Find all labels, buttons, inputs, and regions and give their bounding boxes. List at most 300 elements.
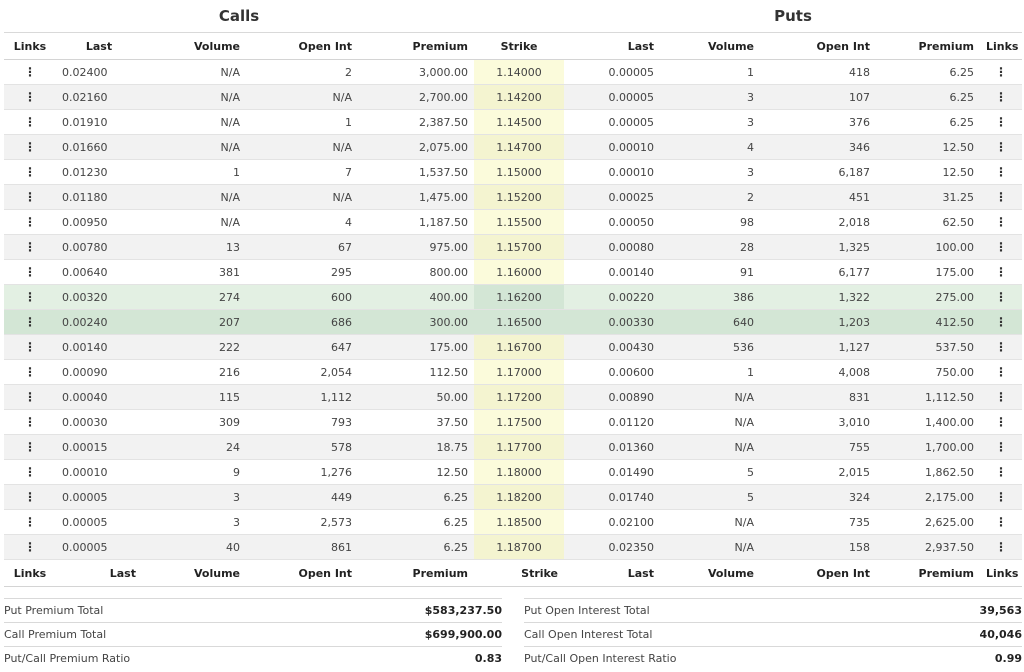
call-links-cell [4,535,56,560]
vertical-dots-icon[interactable]: ⋮ [24,164,36,179]
put-open-int-cell: 3,010 [760,410,876,435]
vertical-dots-icon[interactable]: ⋮ [995,364,1007,379]
strike-cell: 1.14200 [474,85,564,110]
call-links-cell [4,435,56,460]
open-interest-summary [524,598,1022,670]
call-last-cell: 0.01180 [56,185,142,210]
strike-cell: 1.14000 [474,60,564,85]
put-links-cell [980,160,1022,185]
put-last-cell: 0.00010 [564,135,660,160]
vertical-dots-icon[interactable]: ⋮ [24,289,36,304]
table-row [4,185,1022,210]
put-links-cell [980,435,1022,460]
calls-last-footer: Last [56,560,142,587]
puts-volume-header[interactable]: Volume [660,33,760,60]
put-volume-cell: 5 [660,485,760,510]
vertical-dots-icon[interactable]: ⋮ [24,339,36,354]
put-last-cell: 0.00005 [564,110,660,135]
vertical-dots-icon[interactable]: ⋮ [24,414,36,429]
call-open-int-cell: 2,054 [246,360,358,385]
vertical-dots-icon[interactable]: ⋮ [995,164,1007,179]
summary-row [524,622,1022,646]
call-volume-cell: 381 [142,260,246,285]
put-open-int-cell: 4,008 [760,360,876,385]
vertical-dots-icon[interactable]: ⋮ [995,289,1007,304]
put-last-cell: 0.02350 [564,535,660,560]
put-premium-cell: 2,175.00 [876,485,980,510]
column-header-row [4,33,1022,60]
put-last-cell: 0.01120 [564,410,660,435]
vertical-dots-icon[interactable]: ⋮ [24,89,36,104]
call-volume-cell: 9 [142,460,246,485]
put-open-int-cell: 2,018 [760,210,876,235]
put-open-int-cell: 376 [760,110,876,135]
call-open-int-cell: 578 [246,435,358,460]
call-last-cell: 0.00005 [56,510,142,535]
table-row [4,360,1022,385]
call-open-int-cell: 861 [246,535,358,560]
call-links-cell [4,60,56,85]
call-links-cell [4,385,56,410]
call-volume-cell: 13 [142,235,246,260]
call-volume-cell: 207 [142,310,246,335]
put-premium-cell: 1,700.00 [876,435,980,460]
call-open-interest-total-label: Call Open Interest Total [524,628,653,641]
call-premium-cell: 400.00 [358,285,474,310]
put-volume-cell: N/A [660,535,760,560]
strike-cell: 1.15700 [474,235,564,260]
put-links-cell [980,335,1022,360]
vertical-dots-icon[interactable]: ⋮ [995,314,1007,329]
put-open-int-cell: 158 [760,535,876,560]
vertical-dots-icon[interactable]: ⋮ [995,214,1007,229]
put-last-cell: 0.02100 [564,510,660,535]
table-row [4,285,1022,310]
put-open-int-cell: 735 [760,510,876,535]
vertical-dots-icon[interactable]: ⋮ [995,89,1007,104]
vertical-dots-icon[interactable]: ⋮ [995,139,1007,154]
call-links-cell [4,360,56,385]
call-volume-cell: N/A [142,85,246,110]
call-open-int-cell: 2 [246,60,358,85]
strike-cell: 1.18500 [474,510,564,535]
calls-premium-header[interactable]: Premium [358,33,474,60]
vertical-dots-icon[interactable]: ⋮ [24,64,36,79]
call-premium-total-value: $699,900.00 [424,628,502,641]
calls-premium-footer: Premium [358,560,474,587]
table-row [4,510,1022,535]
table-row [4,435,1022,460]
vertical-dots-icon[interactable]: ⋮ [995,539,1007,554]
put-last-cell: 0.00005 [564,60,660,85]
put-volume-cell: 28 [660,235,760,260]
vertical-dots-icon[interactable]: ⋮ [995,264,1007,279]
call-premium-cell: 1,475.00 [358,185,474,210]
call-last-cell: 0.01230 [56,160,142,185]
vertical-dots-icon[interactable]: ⋮ [995,239,1007,254]
call-premium-cell: 6.25 [358,535,474,560]
put-volume-cell: 98 [660,210,760,235]
put-volume-cell: 3 [660,110,760,135]
puts-premium-header[interactable]: Premium [876,33,980,60]
strike-cell: 1.16200 [474,285,564,310]
puts-volume-footer: Volume [660,560,760,587]
call-last-cell: 0.00640 [56,260,142,285]
call-volume-cell: 274 [142,285,246,310]
strike-cell: 1.15200 [474,185,564,210]
put-volume-cell: 2 [660,185,760,210]
table-row [4,460,1022,485]
call-premium-cell: 6.25 [358,485,474,510]
put-open-int-cell: 755 [760,435,876,460]
call-last-cell: 0.00950 [56,210,142,235]
vertical-dots-icon[interactable]: ⋮ [24,314,36,329]
put-open-int-cell: 107 [760,85,876,110]
put-premium-cell: 537.50 [876,335,980,360]
put-links-cell [980,60,1022,85]
vertical-dots-icon[interactable]: ⋮ [24,439,36,454]
vertical-dots-icon[interactable]: ⋮ [995,389,1007,404]
call-premium-cell: 300.00 [358,310,474,335]
vertical-dots-icon[interactable]: ⋮ [995,114,1007,129]
calls-open-int-footer: Open Int [246,560,358,587]
call-premium-cell: 6.25 [358,510,474,535]
table-row [4,85,1022,110]
vertical-dots-icon[interactable]: ⋮ [24,239,36,254]
put-volume-cell: N/A [660,435,760,460]
put-open-interest-total-label: Put Open Interest Total [524,604,650,617]
put-volume-cell: 386 [660,285,760,310]
call-open-int-cell: 1 [246,110,358,135]
call-premium-cell: 800.00 [358,260,474,285]
put-premium-cell: 62.50 [876,210,980,235]
call-open-int-cell: 600 [246,285,358,310]
call-volume-cell: 216 [142,360,246,385]
put-call-open-interest-ratio-value: 0.99 [994,652,1022,665]
put-links-cell [980,210,1022,235]
call-volume-cell: 309 [142,410,246,435]
vertical-dots-icon[interactable]: ⋮ [24,364,36,379]
puts-open-int-header[interactable]: Open Int [760,33,876,60]
put-open-int-cell: 6,187 [760,160,876,185]
put-links-cell [980,485,1022,510]
vertical-dots-icon[interactable]: ⋮ [24,514,36,529]
strike-cell: 1.16000 [474,260,564,285]
call-premium-cell: 3,000.00 [358,60,474,85]
strike-cell: 1.16700 [474,335,564,360]
call-links-cell [4,235,56,260]
call-last-cell: 0.01910 [56,110,142,135]
put-last-cell: 0.01740 [564,485,660,510]
call-links-cell [4,210,56,235]
call-links-cell [4,510,56,535]
table-row [4,410,1022,435]
summary-row [4,646,502,670]
call-premium-cell: 175.00 [358,335,474,360]
vertical-dots-icon[interactable]: ⋮ [24,389,36,404]
strike-header[interactable]: Strike [474,33,564,60]
put-links-cell [980,385,1022,410]
puts-links-header: Links [980,33,1022,60]
call-volume-cell: 1 [142,160,246,185]
options-chain-body [4,60,1022,560]
call-last-cell: 0.00240 [56,310,142,335]
puts-open-int-footer: Open Int [760,560,876,587]
put-links-cell [980,360,1022,385]
vertical-dots-icon[interactable]: ⋮ [995,414,1007,429]
put-premium-cell: 1,862.50 [876,460,980,485]
strike-cell: 1.17200 [474,385,564,410]
table-row [4,160,1022,185]
put-volume-cell: 3 [660,85,760,110]
call-premium-cell: 1,187.50 [358,210,474,235]
call-links-cell [4,410,56,435]
put-open-int-cell: 2,015 [760,460,876,485]
vertical-dots-icon[interactable]: ⋮ [995,489,1007,504]
call-open-int-cell: N/A [246,185,358,210]
puts-last-footer: Last [564,560,660,587]
call-volume-cell: N/A [142,135,246,160]
call-links-cell [4,85,56,110]
calls-last-header[interactable]: Last [56,33,142,60]
put-last-cell: 0.00220 [564,285,660,310]
put-volume-cell: 536 [660,335,760,360]
put-links-cell [980,235,1022,260]
vertical-dots-icon[interactable]: ⋮ [995,514,1007,529]
strike-cell: 1.14700 [474,135,564,160]
table-row [4,110,1022,135]
call-volume-cell: 222 [142,335,246,360]
put-last-cell: 0.00080 [564,235,660,260]
strike-cell: 1.17000 [474,360,564,385]
call-volume-cell: N/A [142,210,246,235]
put-open-int-cell: 6,177 [760,260,876,285]
put-links-cell [980,410,1022,435]
put-open-int-cell: 1,127 [760,335,876,360]
table-row [4,485,1022,510]
put-last-cell: 0.01360 [564,435,660,460]
call-volume-cell: 3 [142,510,246,535]
put-volume-cell: 91 [660,260,760,285]
vertical-dots-icon[interactable]: ⋮ [24,139,36,154]
table-row [4,310,1022,335]
put-volume-cell: 1 [660,60,760,85]
put-links-cell [980,510,1022,535]
call-links-cell [4,160,56,185]
put-premium-cell: 12.50 [876,135,980,160]
puts-links-footer: Links [980,560,1022,587]
calls-links-footer: Links [4,560,56,587]
call-links-cell [4,310,56,335]
put-premium-cell: 6.25 [876,60,980,85]
put-premium-cell: 100.00 [876,235,980,260]
call-links-cell [4,460,56,485]
put-links-cell [980,185,1022,210]
put-links-cell [980,460,1022,485]
put-premium-cell: 6.25 [876,85,980,110]
vertical-dots-icon[interactable]: ⋮ [995,464,1007,479]
call-volume-cell: N/A [142,60,246,85]
options-chain-table [4,0,1022,587]
call-open-int-cell: 1,112 [246,385,358,410]
put-last-cell: 0.00025 [564,185,660,210]
put-open-int-cell: 831 [760,385,876,410]
vertical-dots-icon[interactable]: ⋮ [24,214,36,229]
put-open-interest-total-value: 39,563 [979,604,1022,617]
calls-volume-header[interactable]: Volume [142,33,246,60]
strike-cell: 1.16500 [474,310,564,335]
call-premium-cell: 112.50 [358,360,474,385]
put-links-cell [980,135,1022,160]
put-links-cell [980,110,1022,135]
put-last-cell: 0.00140 [564,260,660,285]
summary-row [524,646,1022,670]
vertical-dots-icon[interactable]: ⋮ [24,539,36,554]
vertical-dots-icon[interactable]: ⋮ [995,339,1007,354]
vertical-dots-icon[interactable]: ⋮ [24,189,36,204]
call-open-int-cell: 793 [246,410,358,435]
call-last-cell: 0.00010 [56,460,142,485]
put-last-cell: 0.00330 [564,310,660,335]
call-last-cell: 0.00005 [56,535,142,560]
put-premium-cell: 275.00 [876,285,980,310]
puts-premium-footer: Premium [876,560,980,587]
vertical-dots-icon[interactable]: ⋮ [24,464,36,479]
strike-cell: 1.15500 [474,210,564,235]
vertical-dots-icon[interactable]: ⋮ [24,489,36,504]
put-call-open-interest-ratio-label: Put/Call Open Interest Ratio [524,652,677,665]
strike-footer: Strike [474,560,564,587]
call-open-int-cell: N/A [246,135,358,160]
put-last-cell: 0.00600 [564,360,660,385]
put-call-premium-ratio-value: 0.83 [474,652,502,665]
put-volume-cell: 640 [660,310,760,335]
put-open-int-cell: 1,325 [760,235,876,260]
call-open-int-cell: 686 [246,310,358,335]
call-volume-cell: N/A [142,110,246,135]
call-volume-cell: 3 [142,485,246,510]
put-premium-cell: 2,937.50 [876,535,980,560]
call-premium-cell: 2,387.50 [358,110,474,135]
call-premium-cell: 2,700.00 [358,85,474,110]
vertical-dots-icon[interactable]: ⋮ [24,114,36,129]
call-links-cell [4,285,56,310]
vertical-dots-icon[interactable]: ⋮ [24,264,36,279]
call-open-int-cell: 67 [246,235,358,260]
strike-cell: 1.17500 [474,410,564,435]
put-premium-cell: 175.00 [876,260,980,285]
call-links-cell [4,110,56,135]
call-last-cell: 0.00090 [56,360,142,385]
table-row [4,535,1022,560]
summary-row [4,622,502,646]
call-open-interest-total-value: 40,046 [979,628,1022,641]
put-premium-cell: 750.00 [876,360,980,385]
put-premium-cell: 12.50 [876,160,980,185]
put-premium-total-value: $583,237.50 [424,604,502,617]
calls-open-int-header[interactable]: Open Int [246,33,358,60]
call-last-cell: 0.00320 [56,285,142,310]
put-volume-cell: 1 [660,360,760,385]
put-open-int-cell: 1,203 [760,310,876,335]
put-links-cell [980,85,1022,110]
put-open-int-cell: 451 [760,185,876,210]
put-open-int-cell: 324 [760,485,876,510]
call-links-cell [4,185,56,210]
call-last-cell: 0.00005 [56,485,142,510]
table-row [4,335,1022,360]
call-premium-cell: 50.00 [358,385,474,410]
vertical-dots-icon[interactable]: ⋮ [995,439,1007,454]
table-row [4,235,1022,260]
put-volume-cell: N/A [660,410,760,435]
vertical-dots-icon[interactable]: ⋮ [995,64,1007,79]
puts-title: Puts [564,0,1022,33]
put-premium-cell: 6.25 [876,110,980,135]
calls-title: Calls [4,0,474,33]
call-premium-cell: 975.00 [358,235,474,260]
calls-links-header: Links [4,33,56,60]
call-last-cell: 0.02400 [56,60,142,85]
table-row [4,60,1022,85]
call-volume-cell: 115 [142,385,246,410]
put-last-cell: 0.00890 [564,385,660,410]
put-premium-cell: 1,112.50 [876,385,980,410]
strike-cell: 1.18000 [474,460,564,485]
call-last-cell: 0.00780 [56,235,142,260]
call-premium-total-label: Call Premium Total [4,628,107,641]
put-volume-cell: 5 [660,460,760,485]
premium-summary [4,598,502,670]
put-last-cell: 0.00005 [564,85,660,110]
call-premium-cell: 18.75 [358,435,474,460]
call-premium-cell: 37.50 [358,410,474,435]
put-premium-cell: 31.25 [876,185,980,210]
put-last-cell: 0.00050 [564,210,660,235]
call-last-cell: 0.01660 [56,135,142,160]
call-last-cell: 0.00030 [56,410,142,435]
put-links-cell [980,285,1022,310]
puts-last-header[interactable]: Last [564,33,660,60]
call-open-int-cell: 2,573 [246,510,358,535]
call-open-int-cell: 7 [246,160,358,185]
call-volume-cell: 24 [142,435,246,460]
put-open-int-cell: 1,322 [760,285,876,310]
put-premium-cell: 1,400.00 [876,410,980,435]
put-links-cell [980,535,1022,560]
put-last-cell: 0.01490 [564,460,660,485]
call-premium-cell: 12.50 [358,460,474,485]
table-row [4,385,1022,410]
strike-cell: 1.18200 [474,485,564,510]
put-links-cell [980,310,1022,335]
put-open-int-cell: 418 [760,60,876,85]
call-open-int-cell: 647 [246,335,358,360]
vertical-dots-icon[interactable]: ⋮ [995,189,1007,204]
put-last-cell: 0.00010 [564,160,660,185]
put-volume-cell: 4 [660,135,760,160]
call-open-int-cell: 295 [246,260,358,285]
call-volume-cell: 40 [142,535,246,560]
call-premium-cell: 1,537.50 [358,160,474,185]
put-open-int-cell: 346 [760,135,876,160]
summary-row [524,598,1022,622]
put-volume-cell: 3 [660,160,760,185]
put-volume-cell: N/A [660,510,760,535]
put-premium-total-label: Put Premium Total [4,604,104,617]
column-footer-row [4,560,1022,587]
table-row [4,260,1022,285]
